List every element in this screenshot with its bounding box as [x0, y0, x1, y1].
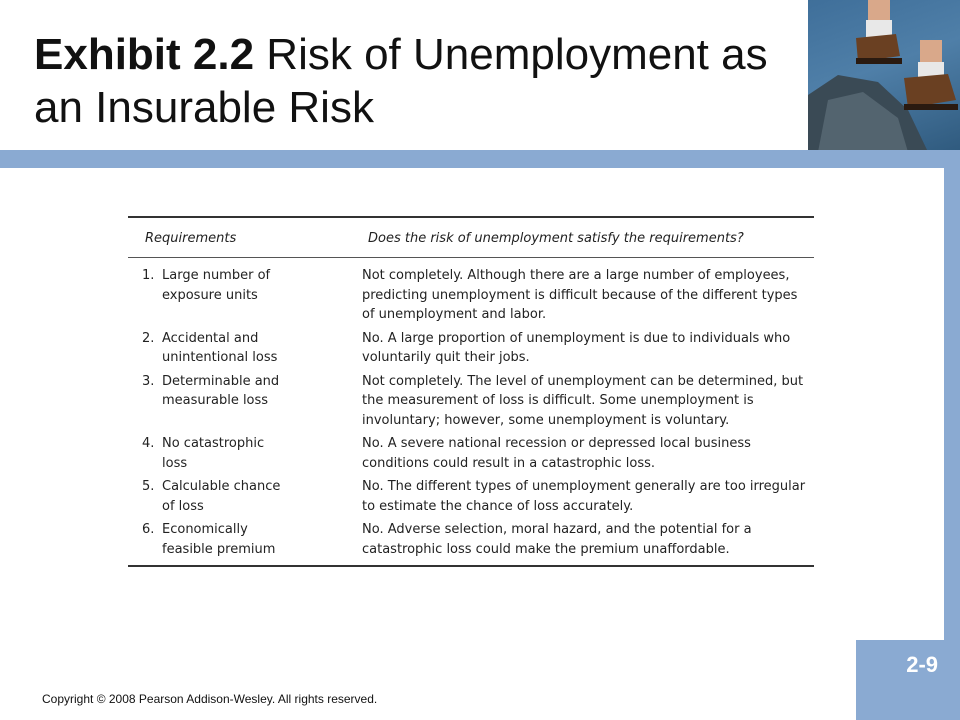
hiker-photo: [808, 0, 960, 152]
row-answer: No. A severe national recession or depressed local business conditions could result in a catastrophic loss.: [362, 436, 751, 471]
slide-title: [34, 28, 804, 134]
table-row: [128, 327, 814, 370]
row-answer: No. The different types of unemployment generally are too irregular to estimate the chance of loss accurately.: [362, 479, 806, 514]
table-row: [128, 258, 814, 327]
row-requirement: Determinable and measurable loss: [162, 373, 280, 408]
row-number: 2.: [142, 330, 155, 346]
copyright-notice: Copyright © 2008 Pearson Addison-Wesley. All rights reserved.: [42, 692, 378, 706]
row-requirement: Large number of exposure units: [162, 268, 271, 303]
header-requirements: Requirements: [128, 218, 362, 258]
header-answer: Does the risk of unemployment satisfy the requirements?: [362, 218, 814, 258]
row-number: 6.: [142, 522, 155, 537]
row-answer: Not completely. Although there are a large number of employees, predicting unemployment is difficult because of the different types of unemployment and labor.: [362, 268, 798, 322]
row-requirement: Calculable chance of loss: [162, 479, 281, 514]
page-number: 2-9: [906, 652, 938, 677]
row-number: 3.: [142, 373, 155, 389]
row-answer: No. A large proportion of unemployment is due to individuals who voluntarily quit their jobs.: [362, 330, 791, 365]
row-number: 1.: [142, 268, 155, 283]
table-row: [128, 518, 814, 565]
slide-title-rest: Risk of Unemployment as an Insurable Risk: [34, 30, 768, 132]
row-number: 4.: [142, 436, 155, 451]
right-accent-bar: [944, 150, 960, 720]
exhibit-table: [128, 216, 814, 567]
slide-title-bold: Exhibit 2.2: [34, 30, 255, 79]
row-requirement: Economically feasible premium: [162, 522, 276, 557]
hiker-photo-illustration: [808, 0, 960, 152]
row-answer: Not completely. The level of unemployment can be determined, but the measurement of loss is difficult. Some unemployment is involuntary; however, some unemployment is voluntary.: [362, 373, 804, 428]
table-header-row: [128, 218, 814, 258]
table-row: [128, 370, 814, 433]
table-row: [128, 475, 814, 518]
accent-band: [0, 150, 960, 168]
row-requirement: No catastrophic loss: [162, 436, 265, 471]
row-requirement: Accidental and unintentional loss: [162, 330, 278, 365]
row-answer: No. Adverse selection, moral hazard, and the potential for a catastrophic loss could make the premium unaffordable.: [362, 522, 752, 557]
requirements-table: [128, 218, 814, 565]
table-row: [128, 432, 814, 475]
title-area: [0, 0, 808, 150]
row-number: 5.: [142, 479, 155, 494]
